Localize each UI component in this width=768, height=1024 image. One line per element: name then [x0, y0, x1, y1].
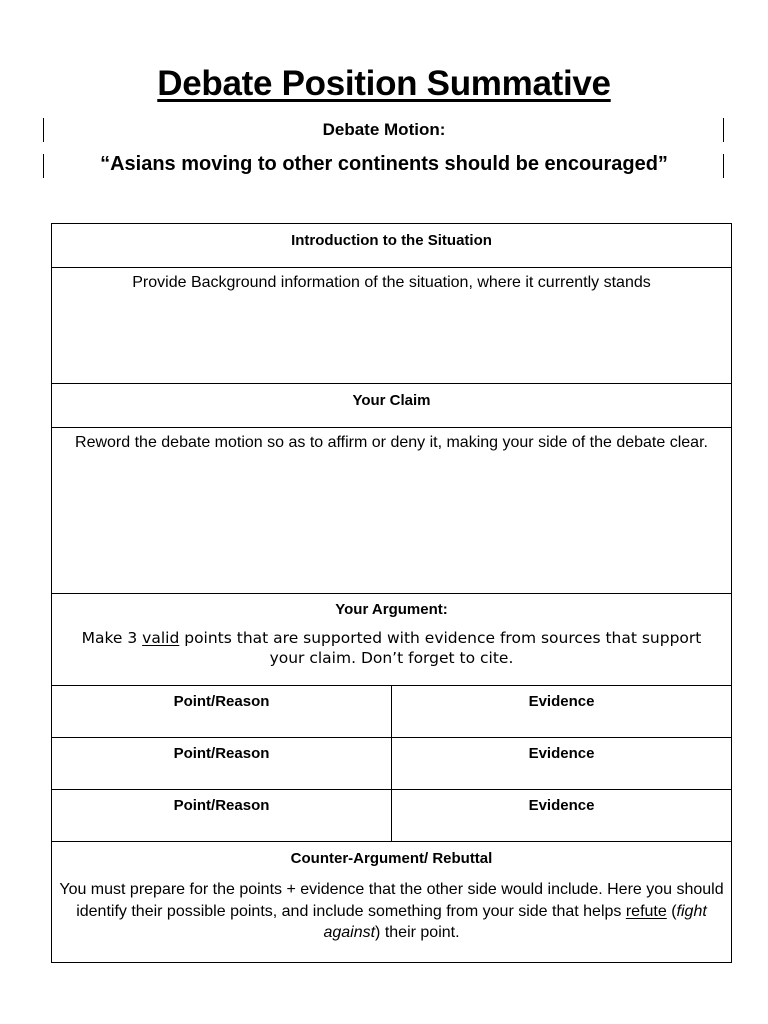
claim-body-row — [52, 428, 732, 594]
argument-instruction-start: Make 3 — [81, 629, 143, 647]
argument-instruction-end: points that are supported with evidence from sources that support your claim. Don’t forget to cite. — [179, 629, 702, 667]
motion-label: Debate Motion: — [322, 120, 446, 139]
point-row — [52, 738, 732, 790]
intro-answer-cell[interactable] — [52, 268, 732, 384]
argument-instruction-valid: valid — [142, 629, 180, 647]
point-reason-label: Point/Reason — [173, 745, 270, 762]
claim-instruction: Reword the debate motion so as to affirm or deny it, making your side of the debate clear. — [75, 434, 708, 451]
intro-body-row — [52, 268, 732, 384]
claim-answer-cell[interactable] — [52, 428, 732, 594]
counter-instruction-paren: ( — [666, 902, 677, 920]
counter-row — [52, 842, 732, 963]
point-row — [52, 790, 732, 842]
intro-heading-row — [52, 224, 732, 268]
argument-heading: Your Argument: — [335, 601, 448, 618]
counter-instruction-refute: refute — [625, 902, 667, 920]
point-evidence-cell[interactable] — [392, 790, 732, 842]
counter-cell[interactable] — [52, 842, 732, 963]
counter-instruction — [58, 870, 725, 944]
point-evidence-label: Evidence — [528, 797, 595, 814]
point-evidence-cell[interactable] — [392, 738, 732, 790]
point-evidence-label: Evidence — [528, 693, 595, 710]
summative-form-table — [51, 223, 732, 963]
intro-heading-cell — [52, 224, 732, 268]
argument-cell — [52, 594, 732, 686]
intro-instruction: Provide Background information of the situation, where it currently stands — [132, 274, 651, 291]
counter-instruction-end: ) their point. — [375, 924, 460, 941]
counter-heading: Counter-Argument/ Rebuttal — [290, 850, 493, 867]
claim-heading: Your Claim — [352, 392, 431, 409]
point-row — [52, 686, 732, 738]
counter-instruction-fight-against: fight against — [323, 902, 707, 941]
point-reason-cell[interactable] — [52, 790, 392, 842]
point-reason-cell[interactable] — [52, 686, 392, 738]
counter-instruction-start: You must prepare for the points + evidence that the other side would include. Here you should identify their possible points, and include something from your side that helps — [59, 881, 724, 920]
point-evidence-label: Evidence — [528, 745, 595, 762]
point-reason-cell[interactable] — [52, 738, 392, 790]
page-title: Debate Position Summative — [157, 64, 611, 103]
claim-heading-cell — [52, 384, 732, 428]
claim-heading-row — [52, 384, 732, 428]
argument-instruction — [58, 621, 725, 668]
argument-row — [52, 594, 732, 686]
point-reason-label: Point/Reason — [173, 693, 270, 710]
point-evidence-cell[interactable] — [392, 686, 732, 738]
motion-text: “Asians moving to other continents should be encouraged” — [100, 153, 668, 175]
point-reason-label: Point/Reason — [173, 797, 270, 814]
intro-heading: Introduction to the Situation — [291, 232, 492, 249]
